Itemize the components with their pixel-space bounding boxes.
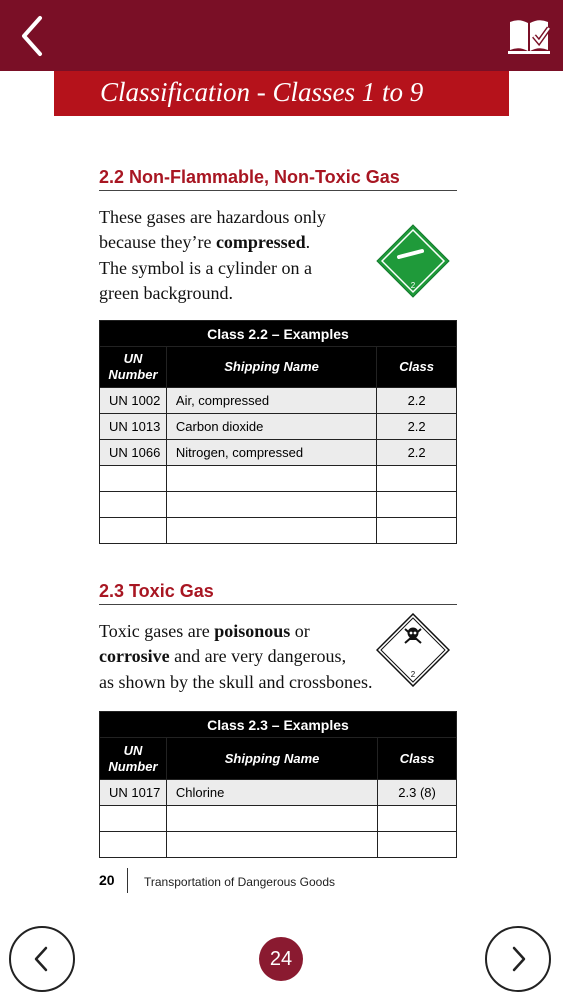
text-line: green background.	[99, 282, 233, 303]
shipping-name-cell: Nitrogen, compressed	[166, 440, 376, 466]
un-number-cell: UN 1013	[100, 414, 167, 440]
next-page-button[interactable]	[485, 926, 551, 992]
text-span: Toxic gases are	[99, 621, 215, 641]
section-divider	[99, 604, 457, 605]
empty-cell	[100, 806, 167, 832]
green-gas-placard-icon	[376, 224, 450, 298]
table-row	[100, 388, 457, 414]
empty-table-row	[100, 518, 457, 544]
empty-cell	[377, 492, 457, 518]
column-header-class: Class	[377, 347, 457, 388]
column-header-shipping-name: Shipping Name	[166, 347, 376, 388]
text-line: The symbol is a cylinder on a	[99, 257, 312, 278]
section-2-2-title: 2.2 Non-Flammable, Non-Toxic Gas	[99, 167, 400, 187]
table-caption: Class 2.3 – Examples	[100, 712, 457, 738]
empty-cell	[378, 832, 457, 858]
empty-cell	[100, 466, 167, 492]
page-title: Classification - Classes 1 to 9	[100, 77, 424, 107]
chevron-left-icon	[11, 928, 73, 990]
empty-cell	[166, 832, 377, 858]
section-2-3-description	[99, 619, 372, 695]
text-line	[99, 619, 372, 644]
empty-table-row	[100, 492, 457, 518]
text-span: because they’re	[99, 232, 216, 253]
text-line: as shown by the skull and crossbones.	[99, 671, 373, 692]
empty-cell	[377, 466, 457, 492]
un-number-cell: UN 1066	[100, 440, 167, 466]
class-2-2-examples-table	[99, 320, 457, 544]
text-span: and are very dangerous,	[169, 646, 347, 667]
table-row	[100, 440, 457, 466]
empty-table-row	[100, 806, 457, 832]
un-number-cell: UN 1017	[100, 780, 167, 806]
empty-cell	[166, 518, 376, 544]
text-line	[99, 644, 372, 669]
title-banner	[54, 71, 509, 116]
empty-cell	[166, 466, 376, 492]
printed-page-number: 20	[99, 872, 115, 888]
class-cell: 2.2	[377, 440, 457, 466]
text-line: These gases are hazardous only	[99, 207, 326, 227]
top-bar	[0, 0, 563, 71]
book-check-icon	[507, 14, 551, 58]
empty-table-row	[100, 466, 457, 492]
class-cell: 2.3 (8)	[378, 780, 457, 806]
current-page-badge[interactable]: 24	[259, 937, 303, 981]
footer-title: Transportation of Dangerous Goods	[144, 875, 335, 889]
back-button[interactable]	[14, 12, 54, 60]
empty-cell	[100, 518, 167, 544]
bookmark-button[interactable]	[507, 14, 551, 58]
empty-cell	[100, 832, 167, 858]
bold-term: corrosive	[99, 646, 170, 667]
table-row	[100, 414, 457, 440]
text-line	[99, 230, 326, 255]
header-text: UN	[123, 742, 143, 758]
empty-cell	[378, 806, 457, 832]
table-caption: Class 2.2 – Examples	[100, 321, 457, 347]
bold-term: compressed	[215, 232, 306, 253]
text-span: or	[290, 621, 310, 641]
shipping-name-cell: Carbon dioxide	[166, 414, 376, 440]
un-number-cell: UN 1002	[100, 388, 167, 414]
header-text: UN	[123, 351, 143, 366]
column-header-un-number	[100, 347, 167, 388]
empty-cell	[166, 806, 377, 832]
bold-term: poisonous	[214, 621, 291, 641]
header-text: Number	[108, 367, 158, 382]
footer-divider	[127, 868, 128, 893]
shipping-name-cell: Chlorine	[166, 780, 377, 806]
previous-page-button[interactable]	[9, 926, 75, 992]
column-header-un-number	[100, 738, 167, 780]
section-divider	[99, 190, 457, 191]
header-text: Number	[108, 758, 158, 774]
placard-number: 2	[410, 670, 416, 679]
empty-cell	[100, 492, 167, 518]
chevron-right-icon	[487, 928, 549, 990]
shipping-name-cell: Air, compressed	[166, 388, 376, 414]
table-row	[100, 780, 457, 806]
placard-number: 2	[410, 281, 416, 290]
chevron-left-icon	[14, 12, 54, 60]
column-header-shipping-name: Shipping Name	[166, 738, 377, 780]
section-2-2-description	[99, 205, 326, 306]
empty-table-row	[100, 832, 457, 858]
empty-cell	[377, 518, 457, 544]
section-2-3-title: 2.3 Toxic Gas	[99, 581, 214, 601]
column-header-class: Class	[378, 738, 457, 780]
class-cell: 2.2	[377, 388, 457, 414]
empty-cell	[166, 492, 376, 518]
class-cell: 2.2	[377, 414, 457, 440]
class-2-3-examples-table	[99, 711, 457, 858]
skull-crossbones-placard-icon	[376, 613, 450, 687]
text-span: .	[305, 232, 311, 253]
